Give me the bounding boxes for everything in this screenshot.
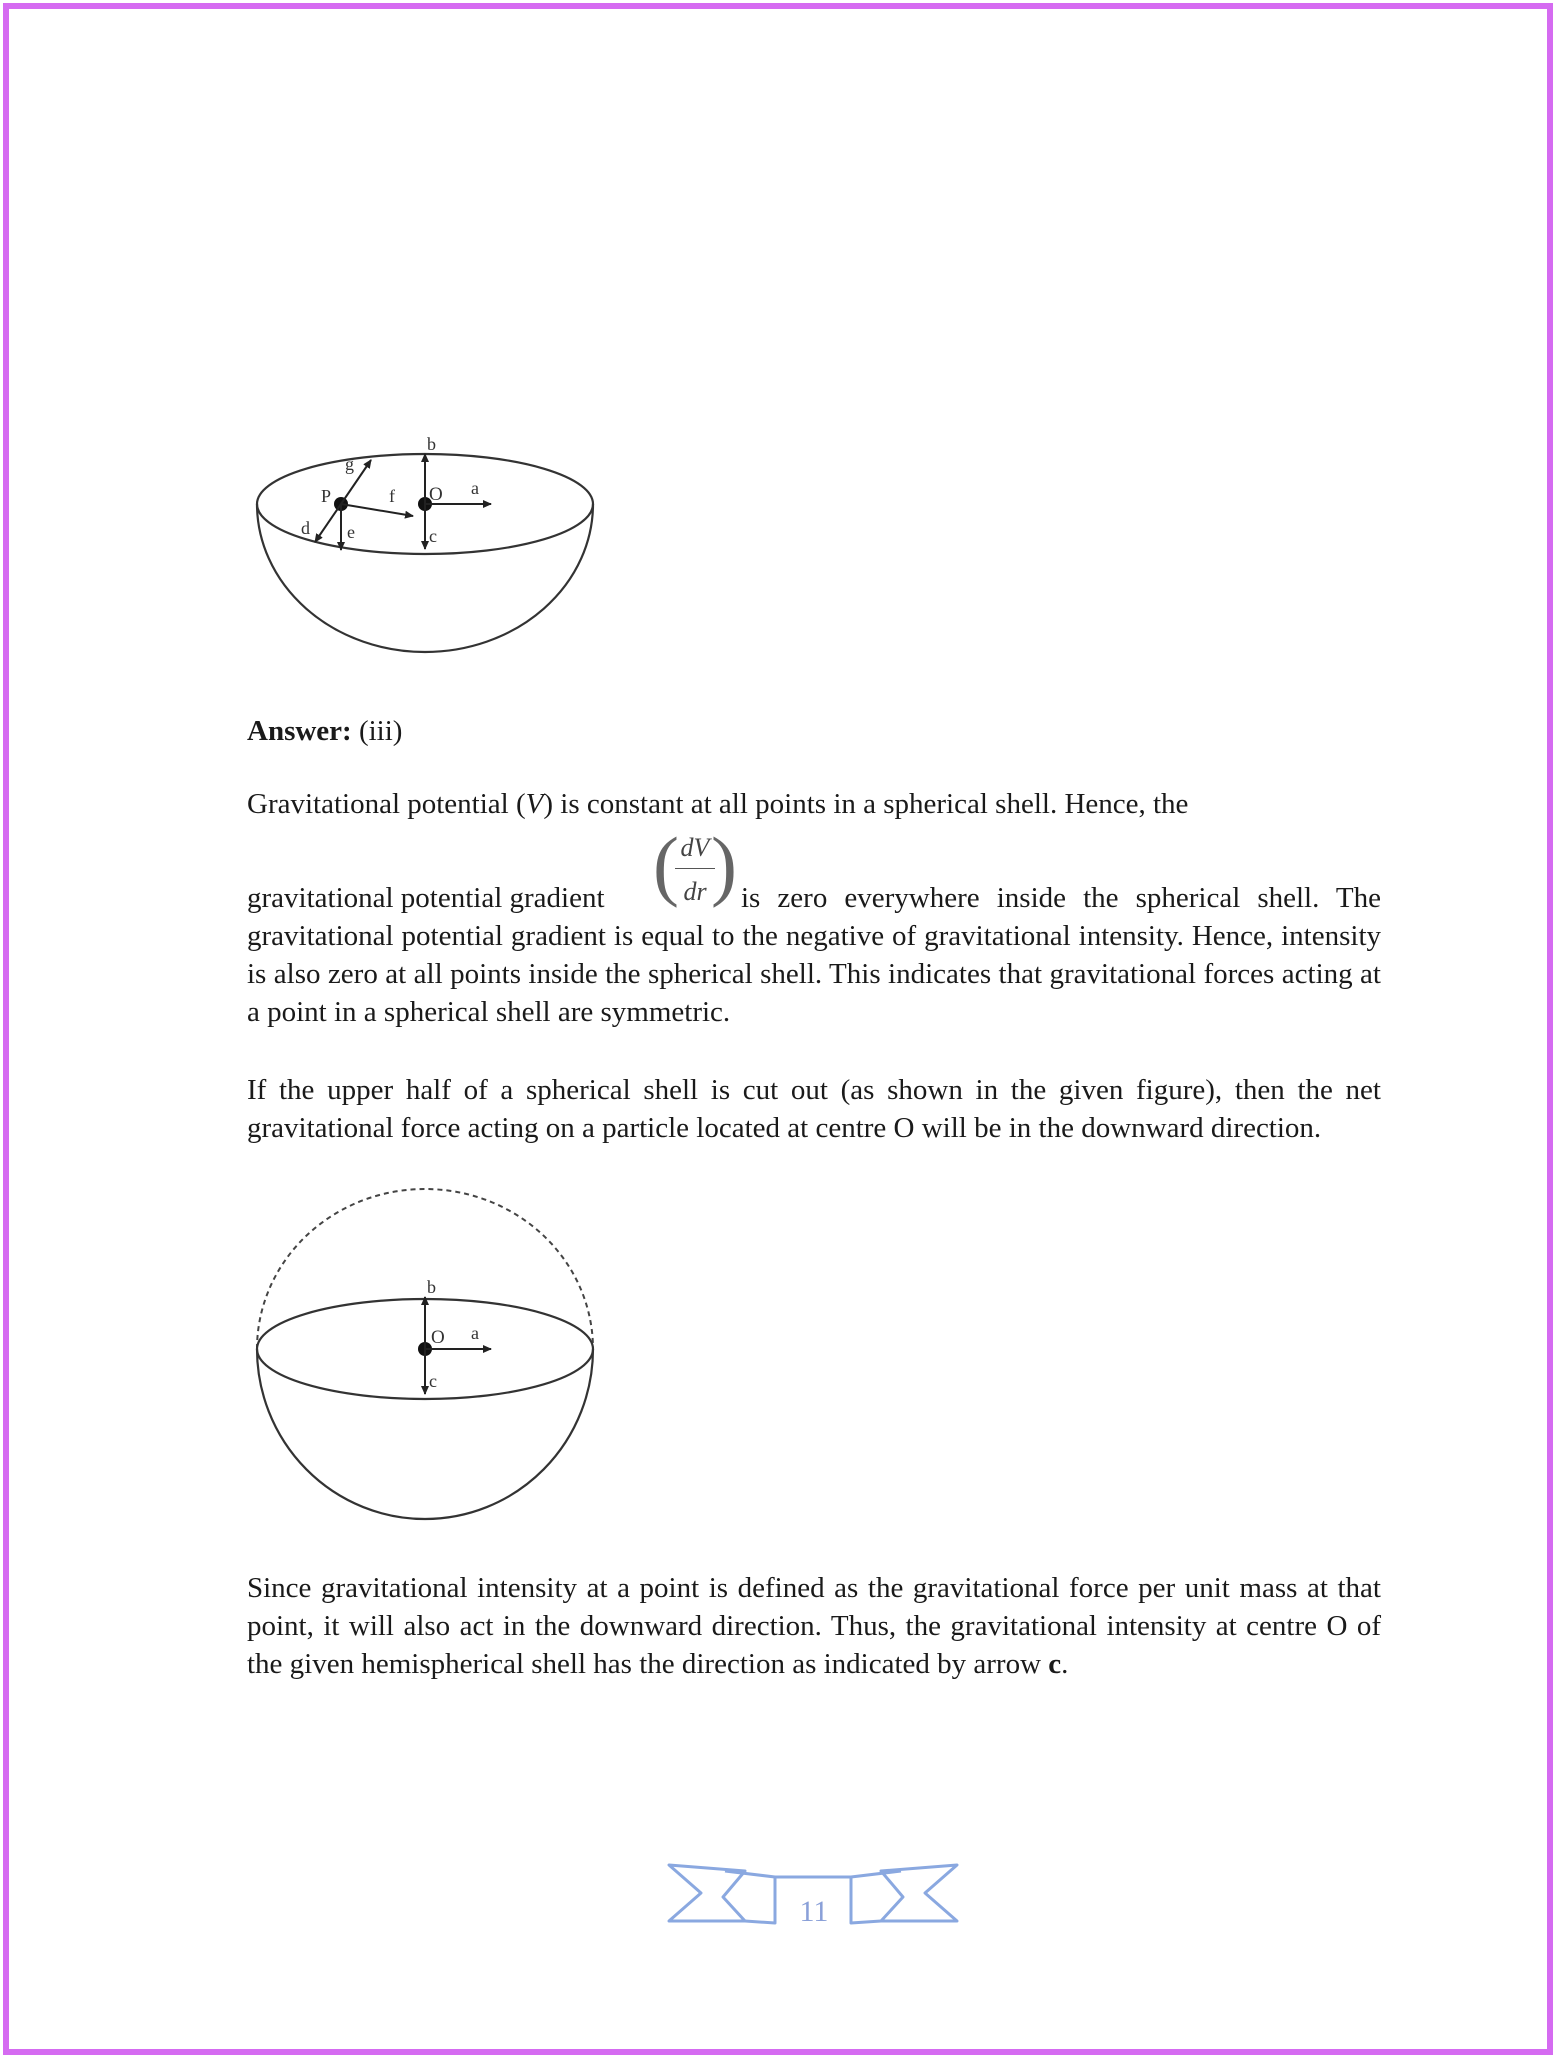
label-P: P [321, 486, 332, 506]
paragraph-3-text: Since gravitational intensity at a point is defined as the gravitational force per unit mass at that point, it will also act in the downward direction. Thus, the gravitational intensity at centre O of the given hemispherical shell has the direction as indicated by arrow [247, 1572, 1381, 1680]
fraction-row [247, 821, 1381, 917]
answer-label: Answer: [247, 715, 352, 747]
paragraph-2: If the upper half of a spherical shell is cut out (as shown in the given figure), then the net gravitational force acting on a particle located at centre O will be in the downward direction. [247, 1074, 1381, 1144]
label-c: c [429, 1371, 437, 1391]
text-span: Gravitational potential ( [247, 788, 526, 820]
text-span: ) is constant at all points in a spherical shell. Hence, the [543, 788, 1189, 820]
label-b: b [427, 1277, 436, 1297]
pre-fraction-text: gravitational potential gradient [247, 882, 605, 914]
dv-dr-fraction: ( dV dr ) [657, 825, 733, 911]
label-O: O [431, 1327, 445, 1348]
fraction-denominator: dr [683, 877, 707, 906]
label-f: f [389, 486, 395, 506]
label-b: b [427, 434, 436, 454]
label-a: a [471, 478, 479, 498]
label-e: e [347, 522, 355, 542]
paragraph-1-line-1 [247, 785, 1381, 823]
post-fraction-text: is zero everywhere inside the spherical shell. The [741, 882, 1381, 914]
paragraph-1 [247, 785, 1381, 1031]
label-d: d [301, 518, 310, 538]
answer-value: (iii) [358, 715, 403, 747]
figure-hemisphere-vectors [241, 424, 611, 684]
document-page [3, 3, 1553, 2055]
paragraph-3 [247, 1569, 1381, 1683]
fraction-numerator: dV [680, 833, 710, 862]
label-O: O [429, 484, 443, 505]
arrow-c-bold: c [1048, 1648, 1062, 1680]
page-number: 11 [799, 1895, 829, 1928]
label-c: c [429, 526, 437, 546]
label-g: g [345, 454, 354, 474]
variable-v: V [525, 788, 544, 820]
figure-cut-sphere [241, 1179, 611, 1529]
answer-line [247, 715, 402, 748]
paragraph-1-rest: gravitational potential gradient is equal to the negative of gravitational intensity. Hence, intensity is also zero at all points inside the spherical shell. This indicates that gravitational forces acting at a point in a spherical shell are symmetric. [247, 920, 1381, 1028]
paragraph-3-tail: . [1061, 1648, 1069, 1680]
label-a: a [471, 1323, 479, 1343]
